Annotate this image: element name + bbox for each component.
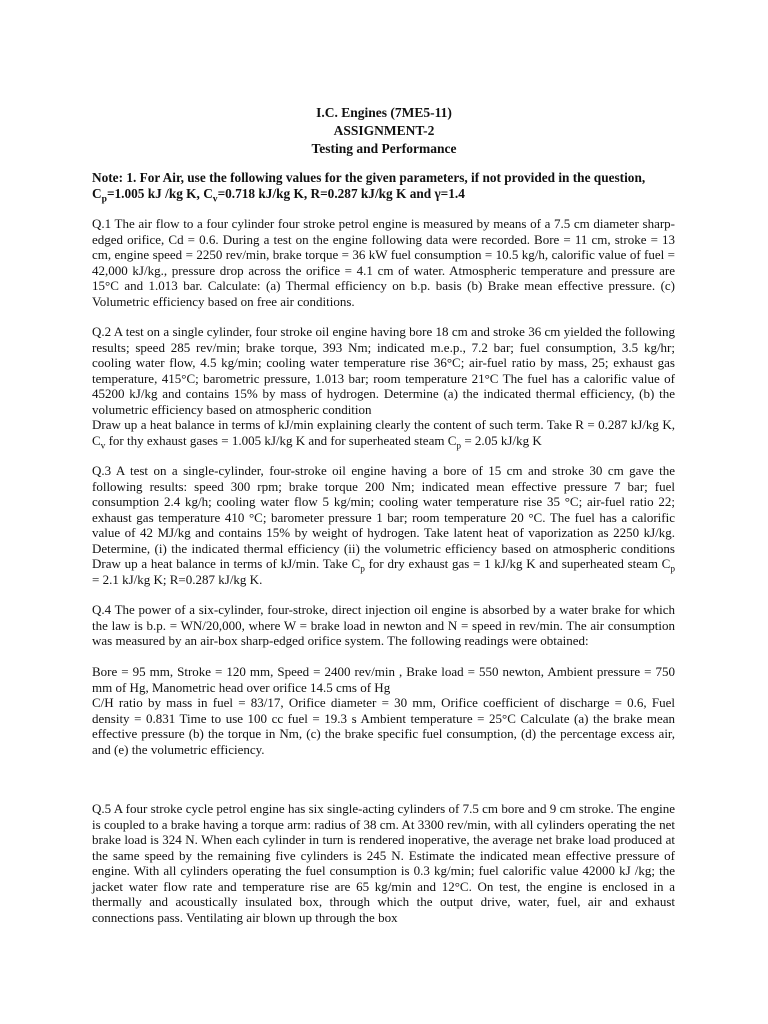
assignment-header [0,104,768,158]
question-4-intro: Q.4 The power of a six-cylinder, four-stroke, direct injection oil engine is absorbed by a water brake for which the law is b.p. = WN/20,000, where W = brake load in newton and N = speed in rev/min. The air consumption was measured by an air-box sharp-edged orifice system. The following readings were obtained: [92,602,675,648]
assignment-title: ASSIGNMENT-2 [333,123,435,138]
question-1 [92,216,675,309]
question-5 [92,801,675,925]
question-5-text: Q.5 A four stroke cycle petrol engine has six single-acting cylinders of 7.5 cm bore and 9 cm stroke. The engine is coupled to a brake having a torque arm: radius of 38 cm. At 3300 rev/min, with all cylinders operating the net brake load is 324 N. When each cylinder in turn is rendered inoperative, the average net brake load produced at the same speed by the remaining five cylinders is 245 N. Estimate the indicated mean effective pressure of engine. With all cylinders operating the fuel consumption is 0.3 kg/min; fuel calorific value 42000 kJ /kg; the jacket water flow rate and temperature rise are 65 kg/min and 12°C. On test, the engine is enclosed in a thermally and acoustically insulated box, through which the output drive, water, fuel, air and exhaust connections pass. Ventilating air blown up through the box [92,801,675,925]
note-line-1: Note: 1. For Air, use the following values for the given parameters, if not provided in the question, [92,170,646,185]
note-line-2: $C_p=1.005$ kJ /kg K, $C_v=0.718$ kJ/kg K, R=0.287 kJ/kg K and γ=1.4 [92,186,465,205]
topic-title: Testing and Performance [311,141,457,156]
course-title: I.C. Engines (7ME5-11) [316,105,452,120]
question-2-text: Q.2 A test on a single cylinder, four stroke oil engine having bore 18 cm and stroke 36 cm yielded the following results; speed 285 rev/min; brake torque, 393 Nm; indicated m.e.p., 7.2 bar; fuel consumption, 3.5 kg/hr; cooling water flow, 4.5 kg/min; cooling water temperature rise 36°C; air-fuel ratio by mass, 25; exhaust gas temperature, 415°C; barometric pressure, 1.013 bar; room temperature 21°C The fuel has a calorific value of 45200 kJ/kg and contains 15% by mass of hydrogen. Determine (a) the indicated thermal efficiency, (b) the volumetric efficiency based on atmospheric condition [92,324,675,417]
question-4-data-1: Bore = 95 mm, Stroke = 120 mm, Speed = 2400 rev/min , Brake load = 550 newton, Ambient pressure = 750 mm of Hg, Manometric head over orifice 14.5 cms of Hg [92,664,675,695]
question-2-heat-balance: Draw up a heat balance in terms of kJ/min explaining clearly the content of such term. Take R = 0.287 kJ/kg K, $C_v$ for thy exhaust gases = 1.005 kJ/kg K and for superheated steam $C_p = 2.05$ kJ/kg K [92,417,675,452]
question-1-text: Q.1 The air flow to a four cylinder four stroke petrol engine is measured by means of a 7.5 cm diameter sharp-edged orifice, Cd = 0.6. During a test on the engine following data were recorded. Bore = 11 cm, stroke = 13 cm, engine speed = 2250 rev/min, brake torque = 36 kW fuel consumption = 10.5 kg/h, calorific value of fuel = 42,000 kJ/kg., pressure drop across the orifice = 4.1 cm of water. Atmospheric temperature and pressure are 15°C and 1.013 bar. Calculate: (a) Thermal efficiency on b.p. basis (b) Brake mean effective pressure. (c) Volumetric efficiency based on free air conditions. [92,216,675,309]
question-3 [92,463,675,587]
question-4-data-2: C/H ratio by mass in fuel = 83/17, Orifice diameter = 30 mm, Orifice coefficient of discharge = 0.6, Fuel density = 0.831 Time to use 100 cc fuel = 19.3 s Ambient temperature = 25°C Calculate (a) the brake mean effective pressure (b) the torque in Nm, (c) the brake specific fuel consumption, (d) the percentage excess air, and (e) the volumetric efficiency. [92,695,675,757]
question-4 [92,602,675,757]
question-2 [92,324,675,452]
question-3-text: Q.3 A test on a single-cylinder, four-stroke oil engine having a bore of 15 cm and stroke 30 cm gave the following results: speed 300 rpm; brake torque 200 Nm; indicated mean effective pressure 7 bar; fuel consumption 2.4 kg/h; cooling water flow 5 kg/min; cooling water temperature rise 35 °C; air-fuel ratio 22; exhaust gas temperature 410 °C; barometer pressure 1 bar; room temperature 20 °C. The fuel has a calorific value of 42 MJ/kg and contains 15% by weight of hydrogen. Take latent heat of vaporization as 2250 kJ/kg. Determine, (i) the indicated thermal efficiency (ii) the volumetric efficiency based on atmospheric conditions Draw up a heat balance in terms of kJ/min. Take $C_p$ for dry exhaust gas = 1 kJ/kg K and superheated steam $C_p = 2.1$ kJ/kg K; R=0.287 kJ/kg K. [92,463,675,587]
air-properties-note [92,170,675,205]
